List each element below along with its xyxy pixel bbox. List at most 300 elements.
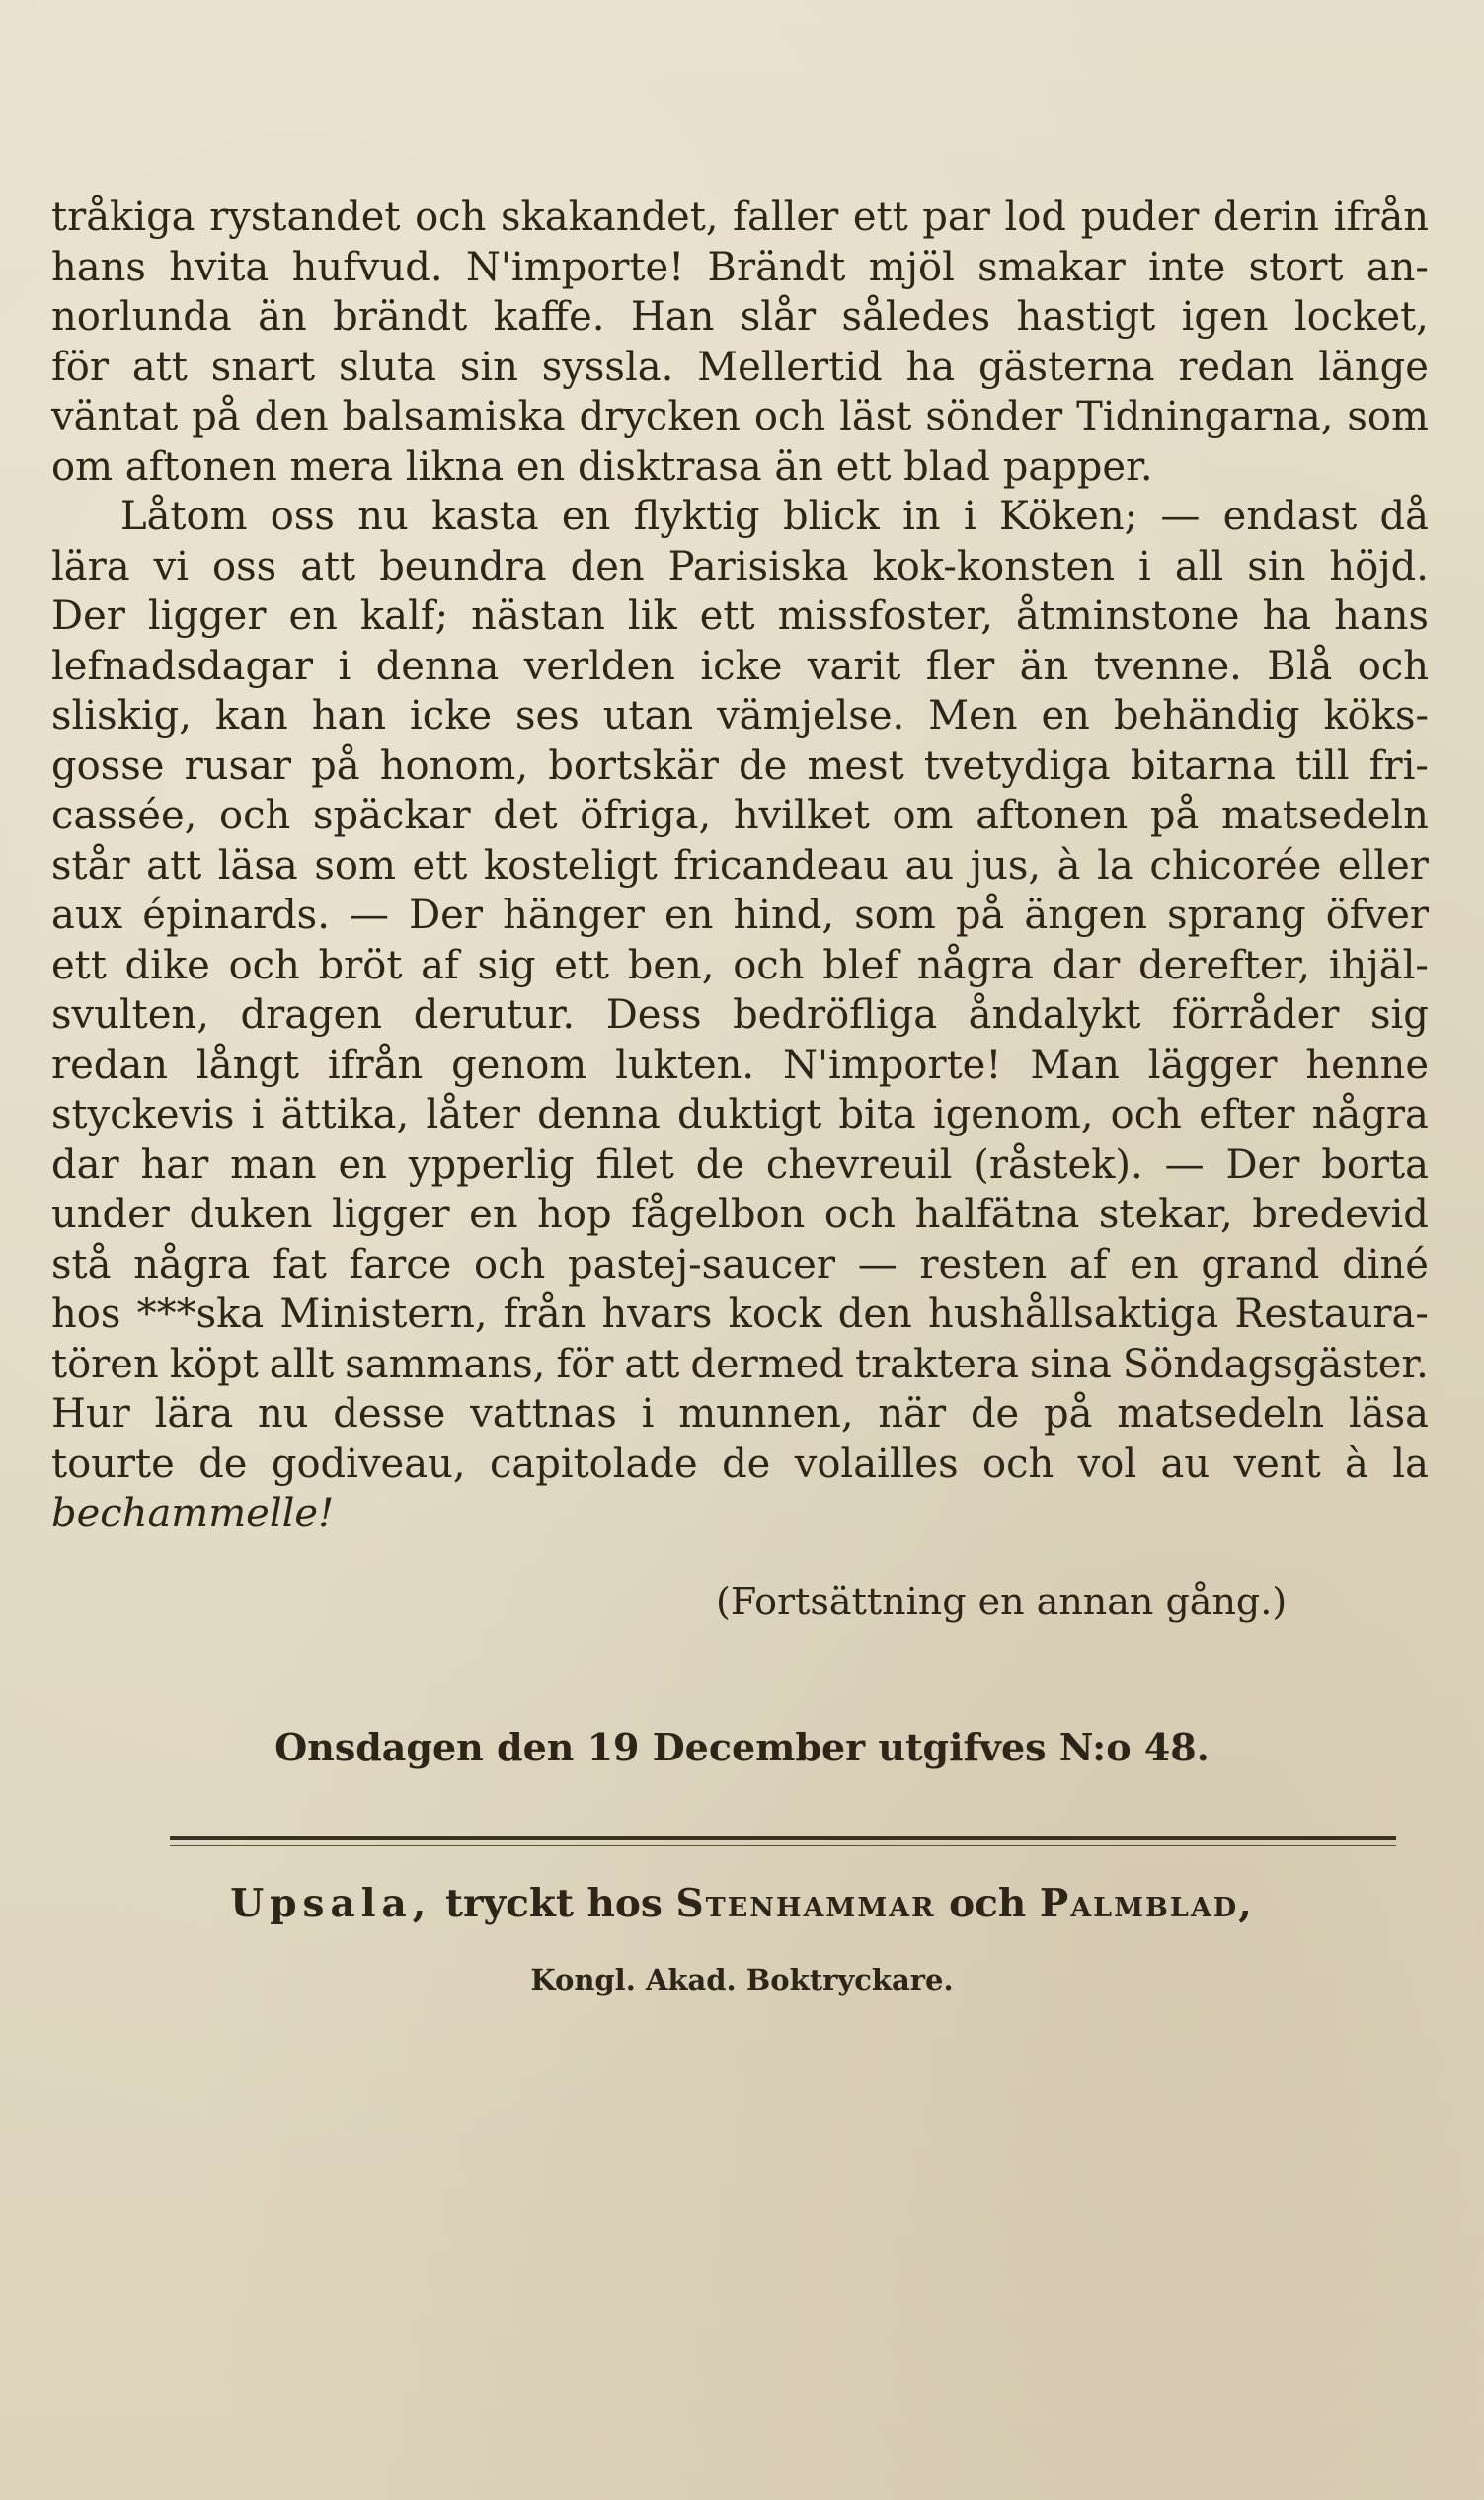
word: godiveau,	[271, 1441, 466, 1487]
word: att	[131, 344, 188, 390]
word: de	[739, 742, 788, 789]
word: Restaura-	[1234, 1291, 1429, 1337]
word: denna	[375, 643, 500, 689]
word: sig	[477, 942, 536, 988]
text-line	[51, 1140, 1429, 1191]
word: sluta	[338, 344, 436, 390]
text-line	[51, 841, 1429, 892]
word: höjd.	[1329, 543, 1429, 589]
word: tvetydiga	[923, 742, 1111, 789]
word: jus,	[970, 842, 1042, 889]
word: sina	[1029, 1341, 1112, 1387]
word: en	[469, 1192, 518, 1237]
word: smakar	[977, 244, 1126, 290]
word: hvita	[169, 244, 270, 290]
word: hop	[537, 1192, 612, 1237]
word: derefter,	[1137, 942, 1311, 988]
word: mest	[807, 742, 904, 789]
text-line	[51, 1289, 1429, 1340]
word: en	[1041, 693, 1090, 739]
word: flyktig	[633, 494, 760, 539]
word: och	[219, 793, 291, 838]
word: chevreuil	[765, 1141, 953, 1188]
word: lära	[154, 1391, 234, 1437]
word: ben,	[627, 942, 715, 988]
word: en	[1130, 1241, 1179, 1288]
word: bita	[838, 1092, 916, 1137]
word: öfver	[1325, 893, 1429, 938]
word: tvenne.	[1093, 643, 1242, 689]
word: när	[878, 1391, 947, 1437]
word: läsa	[1348, 1391, 1429, 1437]
word: hans	[1334, 593, 1429, 639]
word: Der	[409, 893, 483, 938]
word: fågelbon	[631, 1192, 806, 1237]
word: icke	[410, 693, 493, 739]
word: några	[1311, 1092, 1429, 1137]
word: dermed	[690, 1341, 844, 1387]
word: in	[902, 494, 941, 539]
word: har	[140, 1141, 209, 1188]
word: vi	[153, 543, 190, 589]
word: redan	[1178, 344, 1295, 390]
word: hastigt	[1016, 294, 1156, 340]
word: munnen,	[678, 1391, 854, 1437]
word: dragen	[240, 992, 383, 1038]
word: fri-	[1368, 742, 1429, 789]
word: sprang	[1167, 893, 1306, 938]
text-line	[51, 1389, 1429, 1440]
word: au	[1160, 1441, 1211, 1487]
word: bröt	[318, 942, 403, 988]
word: lukten.	[615, 1042, 755, 1088]
word: capitolade	[489, 1441, 698, 1487]
word: matsedeln	[1221, 793, 1429, 838]
word: lik	[627, 593, 677, 639]
word: stå	[51, 1241, 112, 1288]
word: köpt	[169, 1341, 259, 1387]
word: redan	[51, 1042, 169, 1088]
word: sin	[459, 344, 518, 390]
word: —	[857, 1241, 898, 1288]
imprint-text: tryckt hos	[444, 1881, 663, 1926]
body-text	[51, 193, 1429, 1539]
word: Mellertid	[697, 344, 883, 390]
text-line	[51, 742, 1429, 792]
word: kaffe.	[493, 294, 605, 340]
text-line	[51, 990, 1429, 1041]
word: volailles	[794, 1441, 959, 1487]
imprint-line	[0, 1881, 1484, 1926]
text-line	[51, 591, 1429, 642]
word: Köken;	[999, 494, 1138, 539]
word: ett	[554, 942, 610, 988]
word: hushållsaktiga	[928, 1291, 1219, 1337]
word: då	[1379, 494, 1429, 539]
text-line	[51, 1489, 1429, 1539]
word: Ministern,	[279, 1291, 488, 1337]
imprint-conjunction: och	[949, 1881, 1027, 1926]
word: i	[251, 1092, 265, 1137]
word: rystandet	[209, 195, 401, 240]
line-text: bechammelle!	[51, 1491, 335, 1536]
word: lod	[1004, 195, 1066, 240]
word: borta	[1321, 1141, 1429, 1188]
word: drycken	[579, 394, 741, 439]
word: rusar	[184, 742, 291, 789]
word: ett	[412, 842, 468, 889]
text-line	[51, 1240, 1429, 1290]
word: låter	[426, 1092, 520, 1137]
word: af	[1068, 1241, 1108, 1288]
text-line	[51, 1041, 1429, 1091]
word: slår	[740, 294, 817, 340]
text-line	[51, 1340, 1429, 1390]
word: ses	[515, 693, 580, 739]
text-line	[51, 941, 1429, 991]
word: henne	[1305, 1042, 1429, 1088]
word: sliskig,	[51, 693, 192, 739]
word: Parisiska	[667, 543, 849, 589]
word: vämjelse.	[717, 693, 905, 739]
word: Låtom	[120, 494, 248, 539]
text-line	[51, 492, 1429, 542]
word: behändig	[1113, 693, 1300, 739]
word: farce	[349, 1241, 452, 1288]
word: den	[570, 543, 645, 589]
word: endast	[1222, 494, 1358, 539]
word: nu	[357, 494, 409, 539]
word: Blå	[1267, 643, 1333, 689]
word: ihjäl-	[1328, 942, 1429, 988]
word: väntat	[51, 394, 179, 439]
word: än	[258, 294, 307, 340]
word: kok-konsten	[872, 543, 1115, 589]
word: de	[198, 1441, 248, 1487]
word: fat	[273, 1241, 327, 1288]
word: Der	[51, 593, 125, 639]
word: hind,	[733, 893, 835, 938]
word: duktigt	[677, 1092, 822, 1137]
text-line	[51, 691, 1429, 742]
word: svulten,	[51, 992, 209, 1038]
word: under	[51, 1192, 170, 1237]
word: till	[1295, 742, 1350, 789]
word: —	[1164, 1141, 1205, 1188]
word: stekar,	[1098, 1192, 1233, 1237]
word: bortskär	[548, 742, 719, 789]
word: nu	[257, 1391, 309, 1437]
word: om	[892, 793, 954, 838]
word: åtminstone	[1015, 593, 1240, 639]
continuation-note: (Fortsättning en annan gång.)	[716, 1580, 1288, 1623]
word: kock	[728, 1291, 822, 1337]
word: den	[254, 394, 329, 439]
issue-notice: Onsdagen den 19 December utgifves N:o 48.	[274, 1725, 1210, 1769]
word: balsamiska	[342, 394, 566, 439]
word: lära	[51, 543, 130, 589]
word: épinards.	[142, 893, 330, 938]
word: missfoster,	[777, 593, 993, 639]
imprint-printer-2: Palmblad,	[1039, 1881, 1254, 1926]
word: länge	[1318, 344, 1429, 390]
word: denna	[537, 1092, 661, 1137]
word: på	[192, 394, 241, 439]
word: ligger	[147, 593, 267, 639]
word: bitarna	[1130, 742, 1276, 789]
word: tören	[51, 1341, 159, 1387]
word: faller	[733, 195, 839, 240]
word: à	[1056, 842, 1081, 889]
word: Söndagsgäster.	[1122, 1341, 1429, 1387]
word: hvilket	[733, 793, 870, 838]
word: kan	[214, 693, 288, 739]
word: och	[1357, 643, 1429, 689]
word: en	[664, 893, 714, 938]
word: diné	[1342, 1241, 1429, 1288]
word: man	[230, 1141, 317, 1188]
word: aux	[51, 893, 123, 938]
word: mjöl	[868, 244, 955, 290]
word: Der	[1225, 1141, 1300, 1188]
word: blef	[822, 942, 899, 988]
word: traktera	[854, 1341, 1019, 1387]
word: i	[641, 1391, 655, 1437]
word: Men	[928, 693, 1018, 739]
word: som	[314, 842, 396, 889]
text-line	[51, 1190, 1429, 1240]
text-line	[51, 542, 1429, 592]
text-line	[51, 791, 1429, 841]
text-line	[51, 891, 1429, 941]
text-line	[51, 1440, 1429, 1490]
text-line	[51, 343, 1429, 393]
word: Han	[630, 294, 715, 340]
word: inte	[1147, 244, 1226, 290]
word: ligger	[332, 1192, 450, 1237]
word: som	[1347, 394, 1429, 439]
word: (råstek).	[974, 1141, 1143, 1188]
word: fler	[925, 643, 995, 689]
word: och	[982, 1441, 1054, 1487]
word: blick	[782, 494, 880, 539]
word: och	[733, 942, 805, 988]
word: à	[1345, 1441, 1368, 1487]
word: Hur	[51, 1391, 130, 1437]
word: de	[722, 1441, 771, 1487]
word: pastej-saucer	[568, 1241, 835, 1288]
word: all	[1174, 543, 1224, 589]
imprint-city: Upsala,	[230, 1881, 432, 1926]
word: ett	[699, 593, 755, 639]
word: i	[338, 643, 351, 689]
word: hvars	[601, 1291, 713, 1337]
word: skakandet,	[500, 195, 719, 240]
word: Tidningarna,	[1076, 394, 1334, 439]
word: ha	[1262, 593, 1312, 639]
word: de	[695, 1141, 744, 1188]
word: dar	[51, 1141, 119, 1188]
word: och	[474, 1241, 546, 1288]
word: köks-	[1323, 693, 1429, 739]
word: hufvud.	[291, 244, 443, 290]
word: derin	[1213, 195, 1319, 240]
word: vent	[1233, 1441, 1321, 1487]
word: allt	[269, 1341, 335, 1387]
word: på	[1149, 793, 1200, 838]
word: sin	[1247, 543, 1306, 589]
word: ha	[905, 344, 956, 390]
word: —	[350, 893, 390, 938]
word: från	[503, 1291, 586, 1337]
word: att	[300, 543, 356, 589]
word: det	[493, 793, 558, 838]
word: tourte	[51, 1441, 175, 1487]
word: lägger	[1147, 1042, 1278, 1088]
word: ypperlig	[408, 1141, 575, 1188]
word: —	[1160, 494, 1201, 539]
word: tråkiga	[51, 195, 195, 240]
word: verlden	[523, 643, 675, 689]
word: de	[970, 1391, 1020, 1437]
word: sig	[1369, 992, 1429, 1038]
word: stort	[1248, 244, 1344, 290]
word: sönder	[925, 394, 1063, 439]
word: vattnas	[470, 1391, 617, 1437]
word: beundra	[379, 543, 547, 589]
text-line	[51, 1090, 1429, 1140]
word: ättika,	[280, 1092, 410, 1137]
word: resten	[919, 1241, 1048, 1288]
word: sammans,	[345, 1341, 546, 1387]
word: några	[133, 1241, 251, 1288]
text-line	[51, 392, 1429, 442]
word: oss	[270, 494, 335, 539]
word: halfätna	[914, 1192, 1080, 1237]
word: och	[228, 942, 300, 988]
word: gästerna	[977, 344, 1155, 390]
word: an-	[1366, 244, 1429, 290]
word: matsedeln	[1117, 1391, 1325, 1437]
imprint-printer-1: Stenhammar	[675, 1881, 936, 1926]
word: genom	[451, 1042, 587, 1088]
word: och	[823, 1192, 897, 1237]
word: på	[311, 742, 360, 789]
word: ett	[51, 942, 107, 988]
word: af	[421, 942, 459, 988]
word: kalf;	[359, 593, 449, 639]
word: på	[955, 893, 1005, 938]
text-line	[51, 642, 1429, 692]
word: la	[1392, 1441, 1429, 1487]
word: au	[904, 842, 955, 889]
word: några	[916, 942, 1034, 988]
word: cassée,	[51, 793, 197, 838]
word: ifrån	[1333, 195, 1429, 240]
word: fricandeau	[673, 842, 889, 889]
word: kasta	[431, 494, 539, 539]
word: ***ska	[136, 1291, 265, 1337]
word: på	[1044, 1391, 1093, 1437]
word: ett	[852, 195, 908, 240]
word: kosteligt	[483, 842, 658, 889]
word: par	[922, 195, 990, 240]
word: för	[556, 1341, 614, 1387]
word: en	[338, 1141, 387, 1188]
word: utan	[602, 693, 694, 739]
word: vol	[1077, 1441, 1137, 1487]
word: snart	[210, 344, 316, 390]
word: efter	[1199, 1092, 1295, 1137]
word: igen	[1181, 294, 1269, 340]
word: brändt	[333, 294, 468, 340]
word: syssla.	[541, 344, 674, 390]
word: späckar	[312, 793, 471, 838]
word: och	[753, 394, 826, 439]
word: han	[311, 693, 387, 739]
word: gosse	[51, 742, 165, 789]
word: eller	[1337, 842, 1429, 889]
word: ängen	[1024, 893, 1148, 938]
word: Man	[1030, 1042, 1120, 1088]
word: en	[561, 494, 611, 539]
word: locket,	[1293, 294, 1429, 340]
word: Dess	[605, 992, 702, 1038]
word: lefnadsdagar	[51, 643, 314, 689]
text-line	[51, 292, 1429, 343]
word: en	[288, 593, 338, 639]
word: bredevid	[1252, 1192, 1429, 1237]
word: läsa	[217, 842, 298, 889]
word: hänger	[503, 893, 645, 938]
word: igenom,	[932, 1092, 1094, 1137]
word: styckevis	[51, 1092, 235, 1137]
text-line	[51, 243, 1429, 293]
word: honom,	[379, 742, 529, 789]
word: den	[837, 1291, 912, 1337]
word: i	[963, 494, 976, 539]
word: att	[146, 842, 202, 889]
word: bedröfliga	[733, 992, 938, 1038]
word: hos	[51, 1291, 121, 1337]
word: hans	[51, 244, 146, 290]
word: dar	[1052, 942, 1121, 988]
word: Brändt	[707, 244, 846, 290]
word: desse	[333, 1391, 446, 1437]
word: än	[1019, 643, 1069, 689]
word: puder	[1080, 195, 1200, 240]
word: aftonen	[976, 793, 1129, 838]
word: icke	[700, 643, 783, 689]
text-line	[51, 442, 1429, 493]
text-line	[51, 193, 1429, 243]
line-text: om aftonen mera likna en disktrasa än ett blad papper.	[51, 443, 1153, 490]
word: står	[51, 842, 130, 889]
word: N'importe!	[465, 244, 685, 290]
word: norlunda	[51, 294, 232, 340]
divider-rule-thin	[170, 1845, 1396, 1846]
word: öfriga,	[580, 793, 712, 838]
word: som	[854, 893, 936, 938]
word: la	[1097, 842, 1133, 889]
word: varit	[807, 643, 901, 689]
word: förråder	[1172, 992, 1340, 1038]
word: ifrån	[327, 1042, 424, 1088]
word: att	[624, 1341, 680, 1387]
word: nästan	[471, 593, 605, 639]
word: och	[1110, 1092, 1182, 1137]
word: N'importe!	[783, 1042, 1002, 1088]
